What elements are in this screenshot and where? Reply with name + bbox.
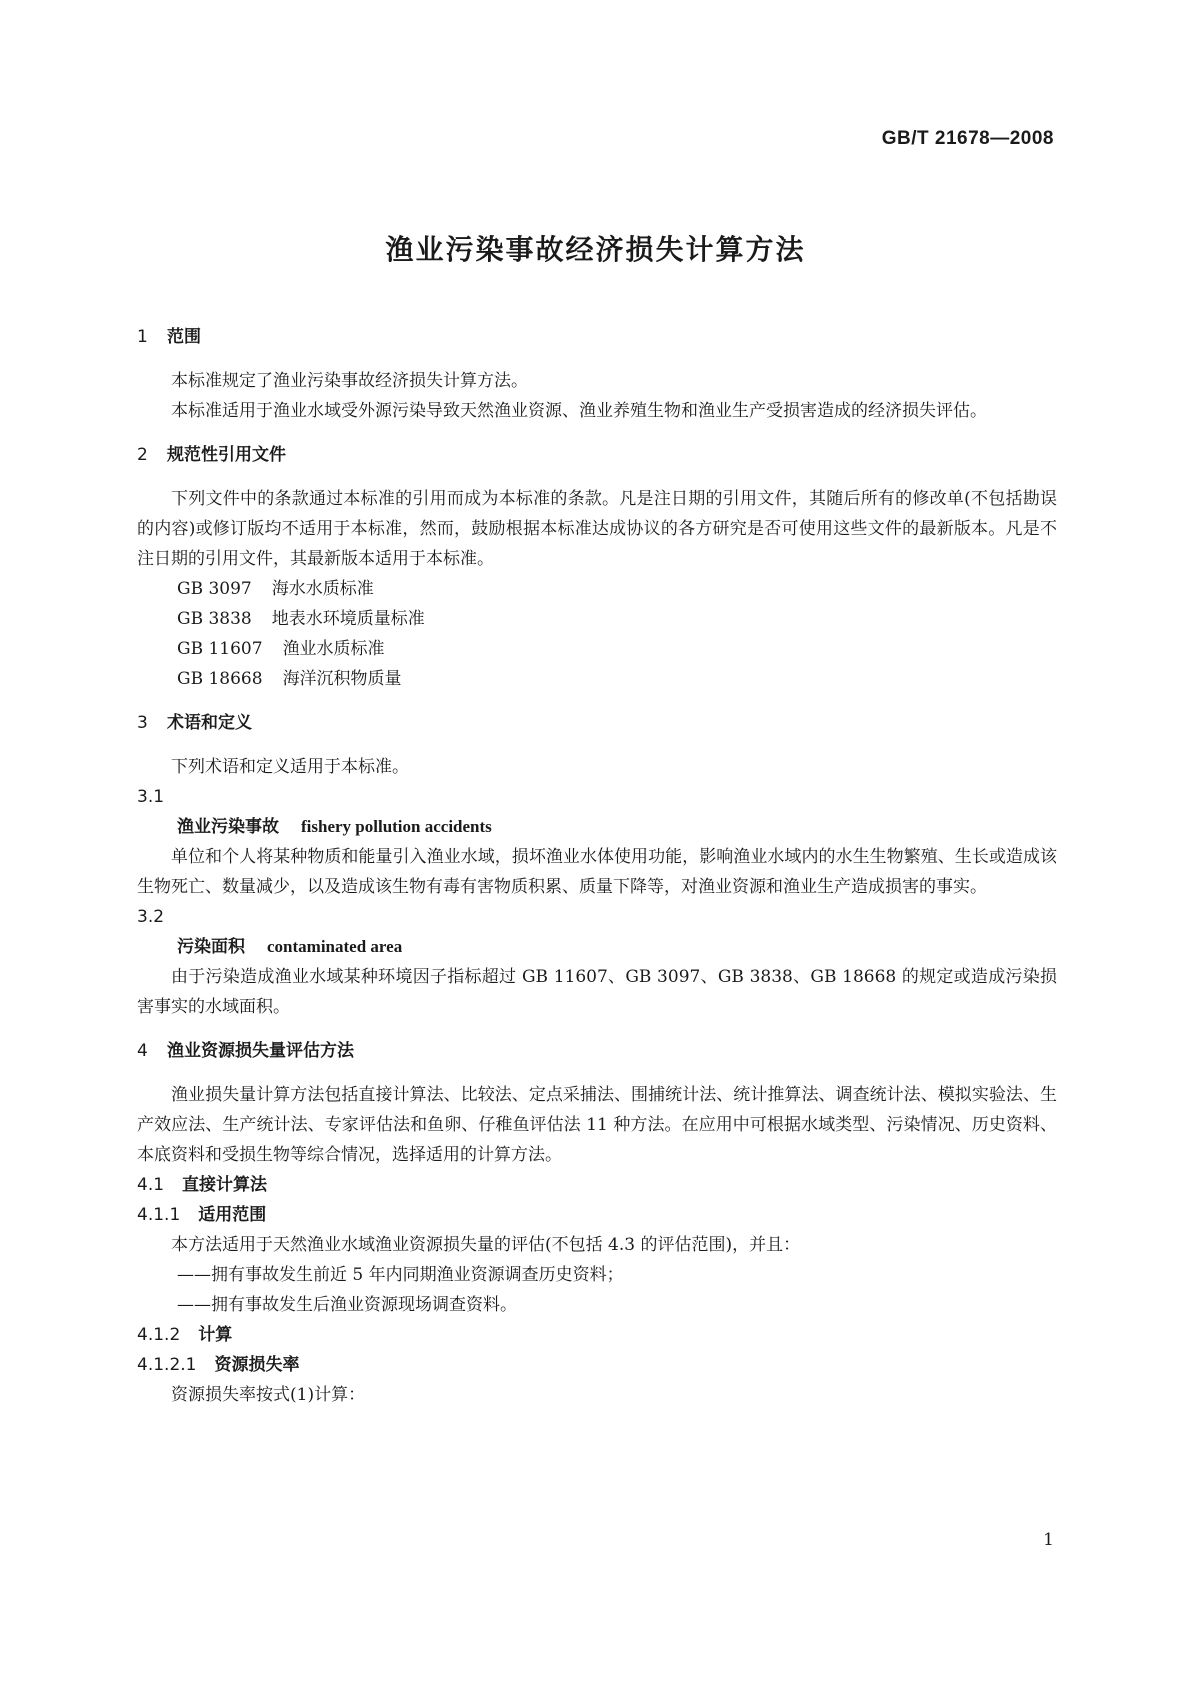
subsection-number: 4.1.2 <box>137 1325 181 1345</box>
page-number: 1 <box>1043 1530 1054 1550</box>
paragraph: 本标准规定了渔业污染事故经济损失计算方法。 <box>171 371 528 391</box>
subsection-number: 4.1.2.1 <box>137 1355 197 1375</box>
reference-name: 地表水环境质量标准 <box>271 609 425 629</box>
dash-list-item: ——拥有事故发生前近 5 年内同期渔业资源调查历史资料； <box>177 1265 624 1285</box>
subsection-heading <box>137 1200 1057 1230</box>
reference-code: GB 3097 <box>177 579 252 599</box>
subsection-heading <box>137 1350 1057 1380</box>
reference-code: GB 11607 <box>177 639 263 659</box>
section-title: 术语和定义 <box>167 713 252 733</box>
section-title: 范围 <box>167 327 201 347</box>
reference-item <box>137 574 1057 604</box>
reference-item <box>137 634 1057 664</box>
paragraph: 本标准适用于渔业水域受外源污染导致天然渔业资源、渔业养殖生物和渔业生产受损害造成的经济损失评估。 <box>171 401 987 421</box>
subsection-title: 资源损失率 <box>214 1355 300 1375</box>
paragraph: 本方法适用于天然渔业水域渔业资源损失量的评估(不包括 4.3 的评估范围)，并且： <box>171 1235 801 1255</box>
term-en: contaminated area <box>267 937 403 956</box>
reference-item <box>137 664 1057 694</box>
dash-list-item: ——拥有事故发生后渔业资源现场调查资料。 <box>177 1295 517 1315</box>
section-heading-terms <box>137 708 1057 738</box>
term-en: fishery pollution accidents <box>301 817 492 836</box>
document-title: 渔业污染事故经济损失计算方法 <box>385 233 806 266</box>
section-heading-assessment-methods <box>137 1036 1057 1066</box>
term-zh: 渔业污染事故 <box>177 817 279 837</box>
section-title: 规范性引用文件 <box>167 445 286 465</box>
paragraph: 资源损失率按式(1)计算： <box>171 1385 366 1405</box>
document-body <box>137 322 1057 1410</box>
section-number: 3 <box>137 713 148 733</box>
standard-code: GB/T 21678—2008 <box>881 128 1054 149</box>
section-title: 渔业资源损失量评估方法 <box>167 1041 354 1061</box>
section-heading-scope <box>137 322 1057 352</box>
subsection-heading <box>137 1170 1057 1200</box>
section-number: 2 <box>137 445 148 465</box>
subsection-title: 适用范围 <box>198 1205 267 1225</box>
subsection-heading <box>137 1320 1057 1350</box>
term-number: 3.1 <box>137 787 165 807</box>
reference-name: 海洋沉积物质量 <box>282 669 402 689</box>
section-heading-normative-references <box>137 440 1057 470</box>
term-zh: 污染面积 <box>177 937 245 957</box>
section-number: 4 <box>137 1041 148 1061</box>
paragraph: 下列术语和定义适用于本标准。 <box>171 757 409 777</box>
reference-name: 渔业水质标准 <box>282 639 385 659</box>
subsection-number: 4.1.1 <box>137 1205 181 1225</box>
subsection-number: 4.1 <box>137 1175 165 1195</box>
subsection-title: 直接计算法 <box>182 1175 268 1195</box>
paragraph: 下列文件中的条款通过本标准的引用而成为本标准的条款。凡是注日期的引用文件，其随后所有的修改单(不包括勘误的内容)或修订版均不适用于本标准，然而，鼓励根据本标准达成协议的各方研究是否可使用这些文件的最新版本。凡是不注日期的引用文件，其最新版本适用于本标准。 <box>137 489 1057 569</box>
term-title <box>137 932 1057 962</box>
reference-code: GB 18668 <box>177 669 263 689</box>
term-number: 3.2 <box>137 907 165 927</box>
reference-name: 海水水质标准 <box>271 579 374 599</box>
term-definition: 单位和个人将某种物质和能量引入渔业水域，损坏渔业水体使用功能，影响渔业水域内的水生生物繁殖、生长或造成该生物死亡、数量减少，以及造成该生物有毒有害物质积累、质量下降等，对渔业资源和渔业生产造成损害的事实。 <box>137 847 1057 897</box>
section-number: 1 <box>137 327 148 347</box>
reference-item <box>137 604 1057 634</box>
subsection-title: 计算 <box>198 1325 233 1345</box>
term-definition: 由于污染造成渔业水域某种环境因子指标超过 GB 11607、GB 3097、GB 3838、GB 18668 的规定或造成污染损害事实的水域面积。 <box>137 967 1057 1017</box>
term-title <box>137 812 1057 842</box>
reference-code: GB 3838 <box>177 609 252 629</box>
paragraph: 渔业损失量计算方法包括直接计算法、比较法、定点采捕法、围捕统计法、统计推算法、调查统计法、模拟实验法、生产效应法、生产统计法、专家评估法和鱼卵、仔稚鱼评估法 11 种方法。在应用中可根据水域类型、污染情况、历史资料、本底资料和受损生物等综合情况，选择适用的计算方法。 <box>137 1085 1057 1165</box>
